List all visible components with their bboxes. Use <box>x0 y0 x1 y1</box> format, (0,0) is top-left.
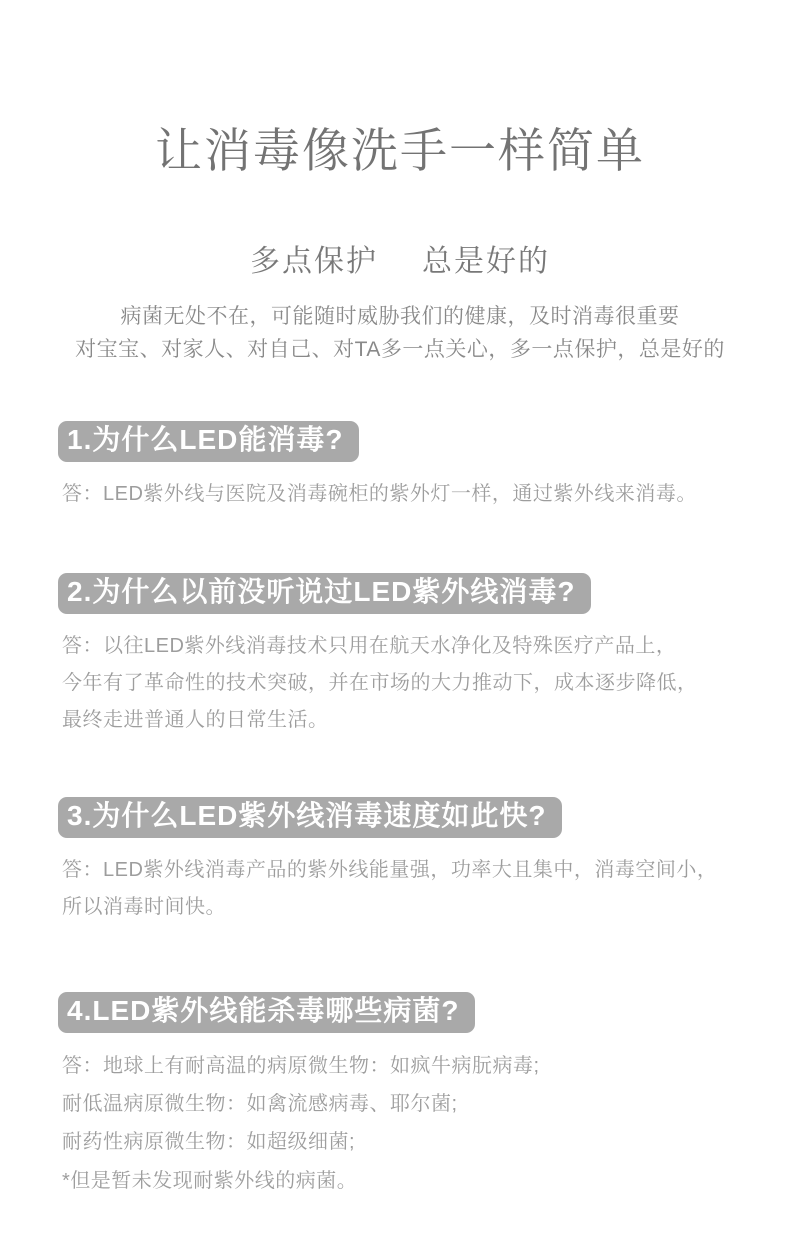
subtitle-left: 多点保护 <box>250 244 378 278</box>
faq-question-2: 2.为什么以前没听说过LED紫外线消毒? <box>58 573 591 614</box>
faq-answer-3-line-2: 所以消毒时间快。 <box>62 895 226 918</box>
faq-answer-4-line-1: 答：地球上有耐高温的病原微生物：如疯牛病朊病毒; <box>62 1054 540 1077</box>
faq-answer-1 <box>58 476 742 513</box>
faq-section-2 <box>58 573 742 739</box>
faq-question-1: 1.为什么LED能消毒? <box>58 421 359 462</box>
faq-answer-4-footnote: *但是暂未发现耐紫外线的病菌。 <box>62 1169 358 1192</box>
subtitle <box>0 236 800 280</box>
faq-answer-4-line-2: 耐低温病原微生物：如禽流感病毒、耶尔菌; <box>62 1092 458 1115</box>
faq-sections <box>0 421 800 1200</box>
faq-answer-2-line-1: 答：以往LED紫外线消毒技术只用在航天水净化及特殊医疗产品上， <box>62 634 677 657</box>
faq-question-4: 4.LED紫外线能杀毒哪些病菌? <box>58 992 475 1033</box>
faq-answer-3 <box>58 852 742 926</box>
faq-answer-4 <box>58 1047 742 1200</box>
faq-section-1 <box>58 421 742 513</box>
faq-section-3 <box>58 797 742 926</box>
faq-section-4 <box>58 992 742 1200</box>
faq-answer-2 <box>58 628 742 739</box>
faq-answer-3-line-1: 答：LED紫外线消毒产品的紫外线能量强，功率大且集中，消毒空间小， <box>62 858 718 881</box>
subtitle-right: 总是好的 <box>422 244 550 278</box>
intro-paragraph <box>0 300 800 366</box>
faq-answer-2-line-2: 今年有了革命性的技术突破，并在市场的大力推动下，成本逐步降低， <box>62 671 698 694</box>
faq-answer-1-line-1: 答：LED紫外线与医院及消毒碗柜的紫外灯一样，通过紫外线来消毒。 <box>62 482 697 505</box>
faq-answer-2-line-3: 最终走进普通人的日常生活。 <box>62 708 329 731</box>
intro-line-1: 病菌无处不在，可能随时威胁我们的健康，及时消毒很重要 <box>120 304 680 328</box>
page-title: 让消毒像洗手一样简单 <box>155 124 645 177</box>
faq-answer-4-line-3: 耐药性病原微生物：如超级细菌; <box>62 1130 356 1153</box>
faq-question-3: 3.为什么LED紫外线消毒速度如此快? <box>58 797 562 838</box>
intro-line-2: 对宝宝、对家人、对自己、对TA多一点关心，多一点保护，总是好的 <box>75 337 725 361</box>
